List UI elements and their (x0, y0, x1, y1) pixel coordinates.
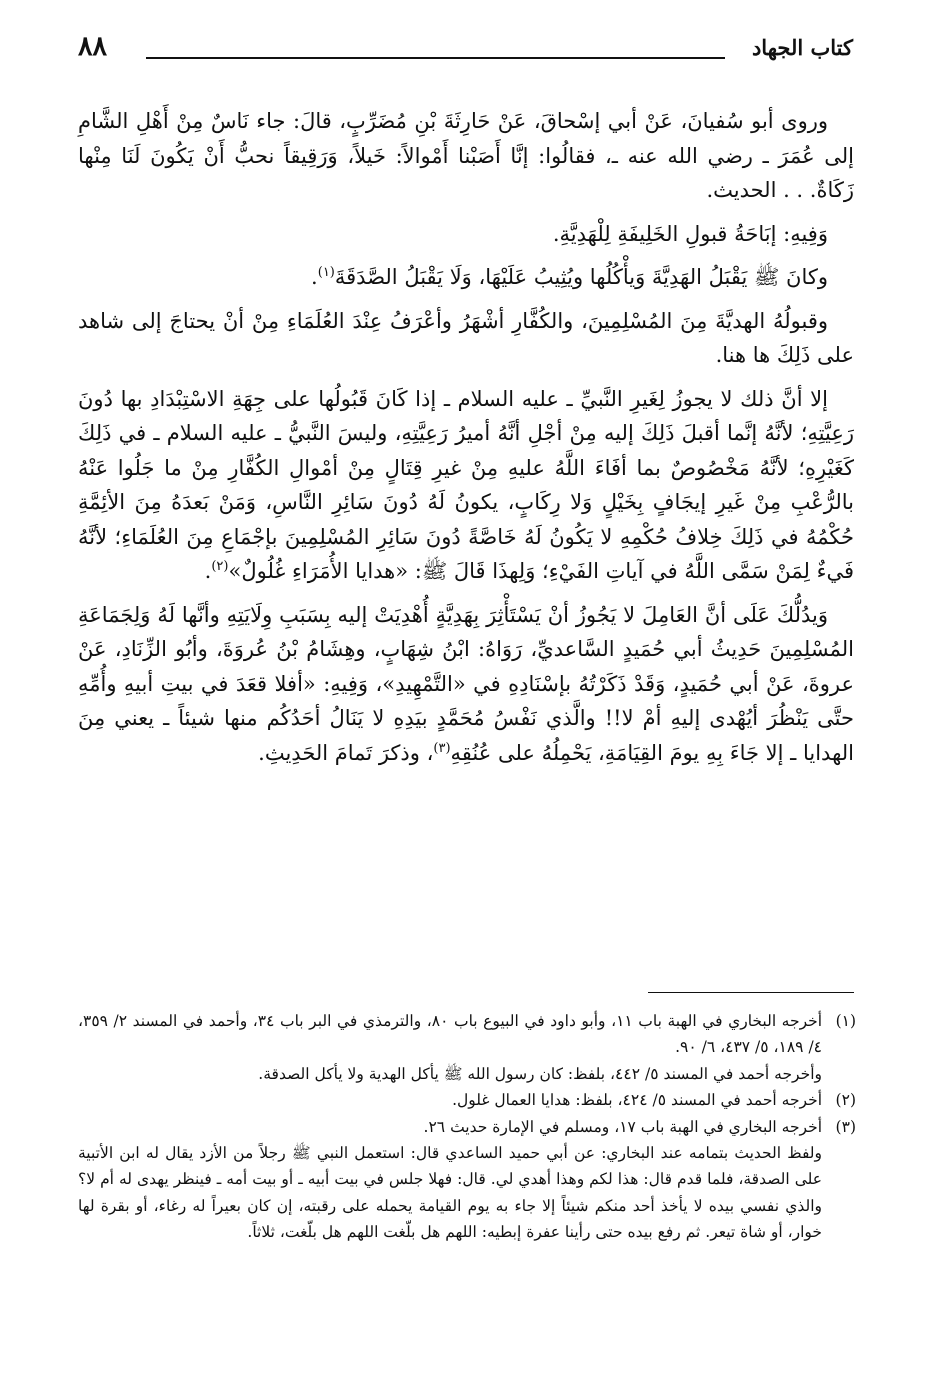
footnote-1 (78, 1008, 856, 1061)
footnote-separator (648, 992, 854, 993)
footnote-1-text: أخرجه البخاري في الهبة باب ١١، وأبو داود في البيوع باب ٨٠، والترمذي في البر باب ٣٤، وأحمد في المسند ٢/ ٣٥٩، ٤/ ١٨٩، ٥/ ٤٣٧، ٦/ ٩٠. (78, 1012, 823, 1057)
paragraph-4: وقبولُهُ الهديَّةَ مِنَ المُسْلِمِينَ، والكُفَّارِ أشْهَرُ وأعْرَفُ عِنْدَ العُلَمَاءِ مِنْ أنْ يحتاجَ إلى شاهد على ذَلِكَ ها هنا. (78, 308, 854, 367)
footnote-3-number: (٣) (835, 1117, 856, 1136)
paragraph-5-text: إلا أنَّ ذلك لا يجوزُ لِغَيرِ النَّبيِّ ـ عليه السلام ـ إذا كَانَ قَبُولُها على جِهَةِ الاسْتِبْدَادِ بها دُونَ رَعِيَّتِهِ؛ لأنَّهُ إنَّما أقبلَ ذَلِكَ إليه مِنْ أجْلِ أنَّهُ أميرُ رَعِيَّتِهِ، وليسَ النَّبيُّ ـ عليه السلام ـ في ذَلِكَ كَغَيْرِهِ؛ لأنَّهُ مَخْصُوصٌ بما أفَاءَ اللَّهُ عليهِ مِنْ غيرِ قِتَالٍ مِنْ أمْوالِ الكُفَّارِ مِنْ ما جَلُوا عَنْهُ بالرُّعْبِ مِنْ غَيرِ إيجَافٍ بِخَيْلٍ وَلا رِكَابٍ، يكونُ لَهُ دُونَ سَائِرِ النَّاسِ، وَمَنْ بَعدَهُ مِنَ الأئِمَّةِ حُكْمُهُ في ذَلِكَ خِلافُ حُكْمِهِ لا يَكُونُ لَهُ خَاصَّةً دُونَ سَائِرِ المُسْلِمِينَ بإجْمَاعِ مِنَ العُلَمَاءِ؛ لأنَّهُ فَيءٌ لِمَنْ سَمَّى اللَّهُ في آياتِ الفَيْءِ؛ وَلِهذَا قَالَ ﷺ: «هدايا الأُمَرَاءِ غُلُولٌ» (78, 386, 854, 583)
footnote-3-text: أخرجه البخاري في الهبة باب ١٧، ومسلم في الإمارة حديث ٢٦. (423, 1117, 822, 1136)
footnote-1-number: (١) (835, 1012, 857, 1030)
footnote-2-number: (٢) (835, 1091, 856, 1110)
footnotes (78, 1008, 856, 1246)
footnote-ref-2: (٢) (211, 559, 229, 574)
paragraph-1: وروى أبو سُفيانَ، عَنْ أبي إسْحاقَ، عَنْ حَارِثَةَ بْنِ مُضَرِّبٍ، قالَ: جاء نَاسٌ مِنْ أَهْلِ الشَّامِ إلى عُمَرَ ـ رضي الله عنه ـ، فقالُوا: إنَّا أَصَبْنا أَمْوالاً: خَيلاً، وَرَقِيقاً نحبُّ أَنْ يَكُونَ لَنَا مِنْها زَكَاةٌ. . . الحديث. (78, 109, 854, 202)
footnote-3-continuation: ولفظ الحديث بتمامه عند البخاري: عن أبي حميد الساعدي قال: استعمل النبي ﷺ رجلاً من الأزد يقال له ابن الأتبية على الصدقة، فلما قدم قال: هذا لكم وهذا أهدي لي. قال: فهلا جلس في بيت أبيه ـ أو بيت أمه ـ فينظر يهدى له أم لا؟ والذي نفسي بيده لا يأخذ أحد منكم شيئاً إلا جاء به يوم القيامة يحمله على رقبته، إن كان بعيراً له رغاء، أو بقرة لها خوار، أو شاة تيعر. ثم رفع بيده حتى رأينا عفرة إبطيه: اللهم هل بلّغت اللهم هل بلّغت، ثلاثاً. (78, 1144, 822, 1242)
main-text (78, 104, 854, 779)
header-rule (146, 57, 725, 59)
paragraph-3-end: . (311, 265, 318, 289)
footnote-ref-3: (٣) (433, 740, 451, 756)
footnote-2 (78, 1087, 856, 1113)
paragraph-3 (78, 260, 854, 295)
footnote-3 (78, 1114, 856, 1140)
page-number: ٨٨ (78, 31, 108, 62)
footnote-ref-1: (١) (317, 265, 335, 280)
paragraph-2: وَفِيهِ: إبَاحَةُ قبولِ الخَلِيفَةِ لِلْهَدِيَّةِ. (552, 221, 828, 246)
footnote-1-continuation: وأخرجه أحمد في المسند ٥/ ٤٤٢، بلفظ: كان رسول الله ﷺ يأكل الهدية ولا يأكل الصدقة. (258, 1064, 822, 1083)
footnote-2-text: أخرجه أحمد في المسند ٥/ ٤٢٤، بلفظ: هدايا العمال غلول. (452, 1091, 822, 1110)
running-title: كتاب الجهاد (751, 35, 853, 60)
paragraph-6-end: ، وذكرَ تَمامَ الحَدِيثِ. (258, 740, 434, 765)
paragraph-6 (78, 598, 854, 771)
paragraph-5 (78, 382, 854, 589)
paragraph-5-end: . (204, 559, 212, 583)
page-header (78, 30, 853, 64)
paragraph-6-text: وَيدُلُّكَ عَلَى أنَّ العَامِلَ لا يَجُوزُ أنْ يَسْتَأْثِرَ بِهَدِيَّةٍ أُهْدِيَتْ إليه بِسَبَبِ وِلَايَتِهِ وأنَّها لَهُ وَلِجَمَاعَةِ المُسْلِمِينَ حَدِيثُ أبي حُمَيدٍ السَّاعديِّ، رَوَاهُ: ابْنُ شِهَابٍ، وهِشَامُ بْنُ عُروَةَ، وأبُو الزِّنَادِ، عَنْ عروةَ، عَنْ أبي حُمَيدٍ، وَقَدْ ذَكَرْتُهُ بإسْنَادِهِ في «التَّمْهِيدِ»، وَفِيهِ: «أفلا قعَدَ في بيتِ أبيهِ وأُمِّهِ حتَّى يَنْظُرَ أيُهْدى إليهِ أمْ لا!! والَّذي نَفْسُ مُحَمَّدٍ بيَدِهِ لا يَنَالُ أحَدُكُم منها شيئاً ـ يعني مِنَ الهدايا ـ إلا جَاءَ بِهِ يومَ القِيَامَةِ، يَحْمِلُهُ على عُنُقِهِ (78, 602, 854, 765)
paragraph-3-text: وكانَ ﷺ يَقْبَلُ الهَدِيَّةَ وَيأْكُلُها ويُثِيبُ عَلَيْهَا، وَلَا يَقْبَلُ الصَّدَقَةَ (334, 265, 828, 289)
